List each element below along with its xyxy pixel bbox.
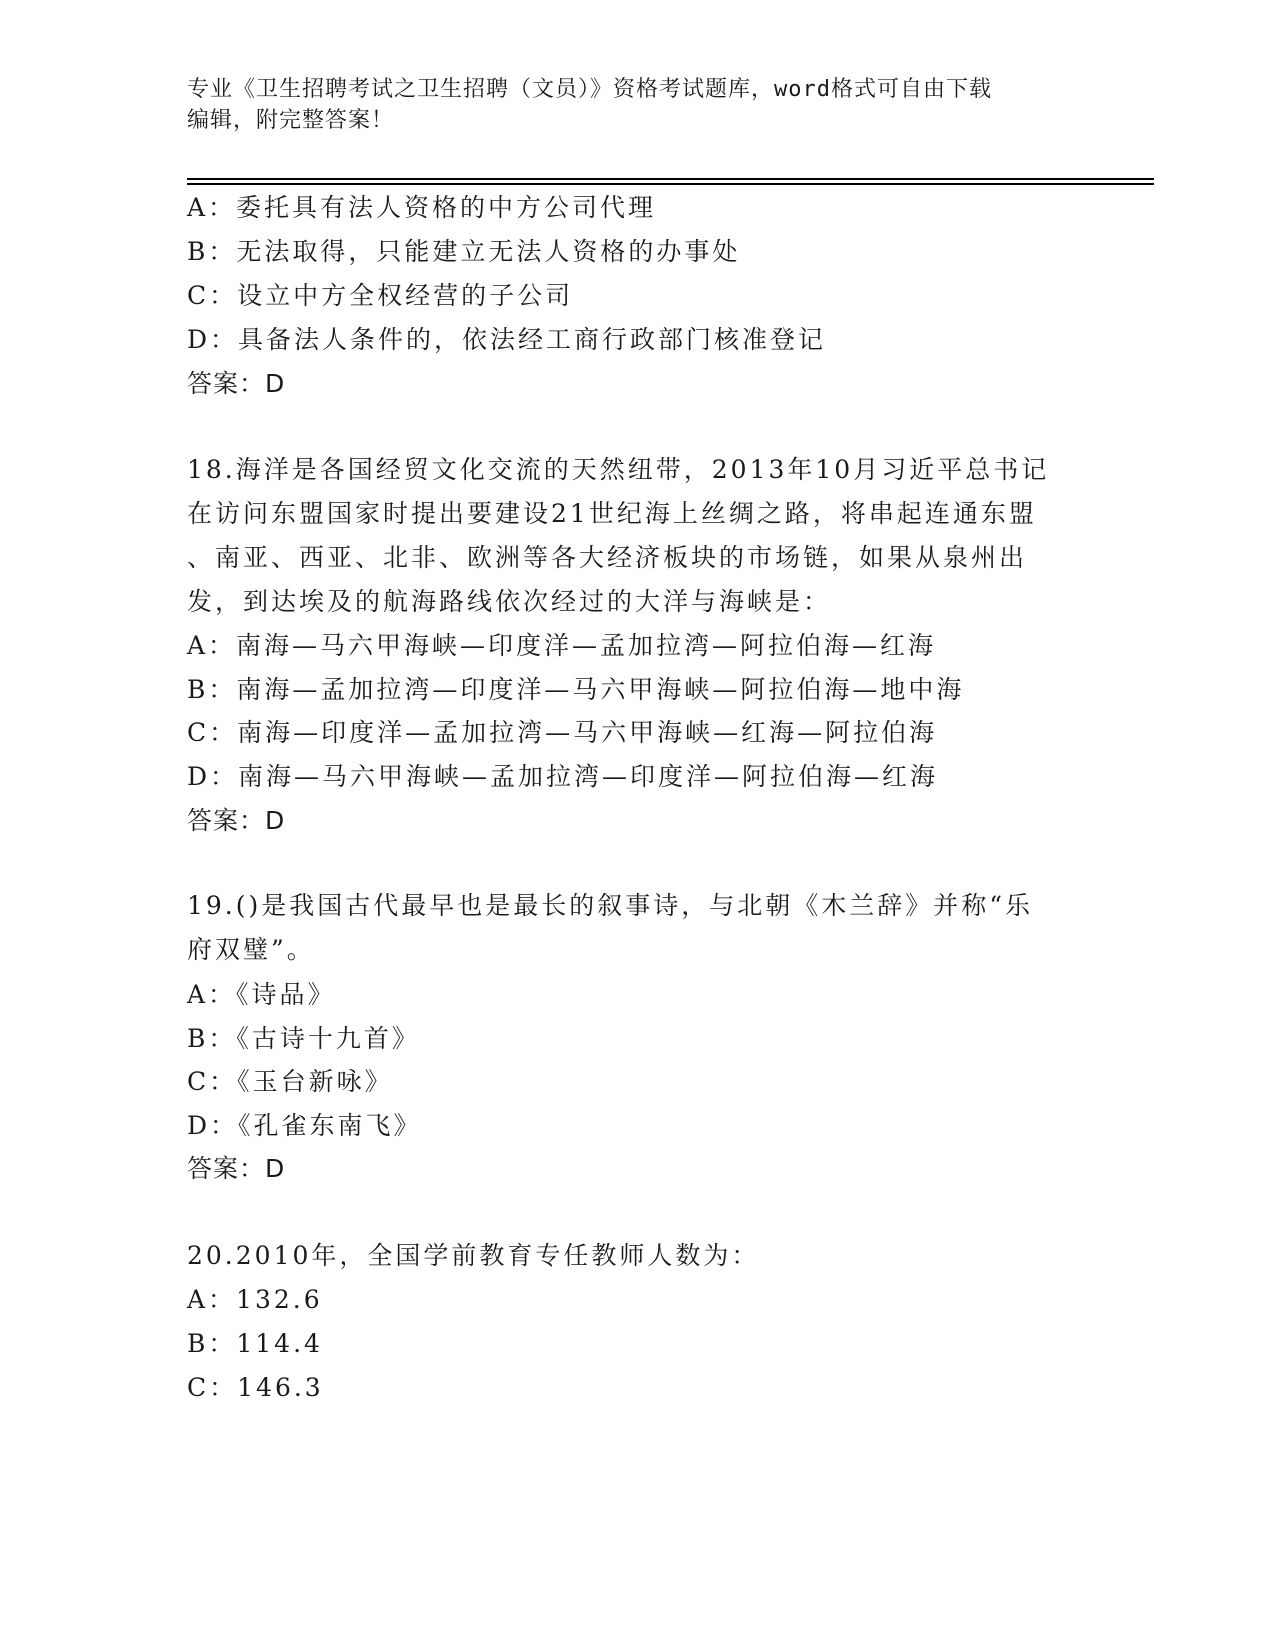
q19-option-a: A：《诗品》: [187, 980, 336, 1009]
q17-answer: 答案：D: [187, 369, 286, 398]
q19-option-b: B：《古诗十九首》: [187, 1024, 420, 1053]
q18-option-c: C：南海—印度洋—孟加拉湾—马六甲海峡—红海—阿拉伯海: [187, 718, 938, 747]
q20-option-b: B：114.4: [187, 1329, 323, 1358]
q18-answer: 答案：D: [187, 806, 286, 835]
q20-option-a: A：132.6: [187, 1285, 323, 1314]
q18-option-b: B：南海—孟加拉湾—印度洋—马六甲海峡—阿拉伯海—地中海: [187, 675, 965, 704]
q19-answer: 答案：D: [187, 1154, 286, 1183]
q19-stem-line-2: 府双璧”。: [187, 935, 315, 964]
q18-stem-line-3: 、南亚、西亚、北非、欧洲等各大经济板块的市场链，如果从泉州出: [187, 543, 1028, 572]
q18-stem-line-4: 发，到达埃及的航海路线依次经过的大洋与海峡是：: [187, 587, 832, 616]
q17-option-b: B：无法取得，只能建立无法人资格的办事处: [187, 237, 741, 266]
q18-option-d: D：南海—马六甲海峡—孟加拉湾—印度洋—阿拉伯海—红海: [187, 762, 939, 791]
q17-option-c: C：设立中方全权经营的子公司: [187, 281, 574, 310]
q20-option-c: C：146.3: [187, 1373, 324, 1402]
q20-stem-line-1: 20.2010年，全国学前教育专任教师人数为：: [187, 1241, 760, 1270]
q19-option-c: C：《玉台新咏》: [187, 1067, 393, 1096]
document-header: [187, 74, 1067, 136]
q17-option-d: D：具备法人条件的，依法经工商行政部门核准登记: [187, 325, 827, 354]
q18-option-a: A：南海—马六甲海峡—印度洋—孟加拉湾—阿拉伯海—红海: [187, 631, 937, 660]
q18-stem-line-2: 在访问东盟国家时提出要建设21世纪海上丝绸之路，将串起连通东盟: [187, 499, 1037, 528]
header-divider-top: [187, 178, 1154, 180]
header-divider-bottom: [187, 183, 1154, 185]
header-line-2: 编辑，附完整答案！: [187, 108, 395, 133]
header-line-1: 专业《卫生招聘考试之卫生招聘（文员）》资格考试题库，word格式可自由下载: [187, 77, 992, 102]
q18-stem-line-1: 18.海洋是各国经贸文化交流的天然纽带，2013年10月习近平总书记: [187, 455, 1050, 484]
q17-option-a: A：委托具有法人资格的中方公司代理: [187, 193, 657, 222]
q19-stem-line-1: 19.()是我国古代最早也是最长的叙事诗，与北朝《木兰辞》并称“乐: [187, 891, 1034, 920]
q19-option-d: D：《孔雀东南飞》: [187, 1111, 422, 1140]
